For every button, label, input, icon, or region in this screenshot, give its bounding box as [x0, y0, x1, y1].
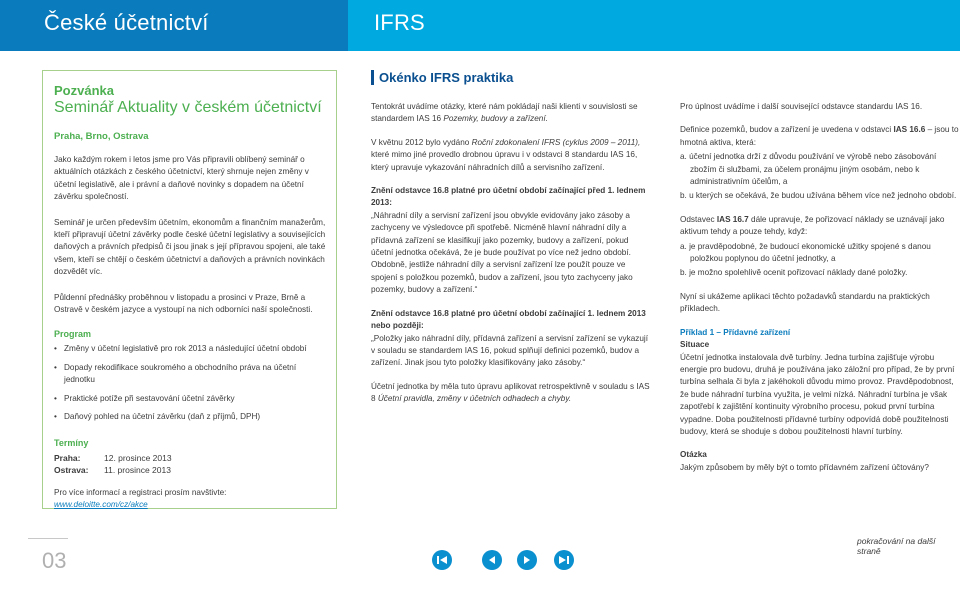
- may-text-a: V květnu 2012 bylo vydáno: [371, 137, 472, 147]
- p167-paragraph: [680, 214, 960, 239]
- p167-item: a. je pravděpodobné, že budoucí ekonomické užitky spojené s danou položkou poplynou do účetní jednotky, a: [680, 241, 931, 264]
- def-text-c: – jsou to hmotná aktiva, která:: [680, 125, 959, 147]
- program-item: • Dopady rekodifikace soukromého a obchodního práva na účetní jednotku: [54, 362, 326, 387]
- invitation-paragraph-1: Jako každým rokem i letos jsme pro Vás připravili oblíbený seminář o aktuálních otázkách z českého účetnictví, který shrnuje nejen změny v účetní legislativě, ale i právní a daňové novinky s dopadem na účetní závěrku společností.: [54, 155, 309, 202]
- header-left-title: České účetnictví: [44, 10, 209, 35]
- may-paragraph: [371, 137, 651, 174]
- def-reference: IAS 16.6: [893, 125, 926, 135]
- after-text: „Položky jako náhradní díly, přídavná zařízení a servisní zařízení se vykazují v souladu se standardem IAS 16, pokud splňují definici pozemků, budov a zařízení. Jinak jsou tyto položky klasifikovány jako zásoby.“: [371, 333, 648, 368]
- p167-item: b. je možno spolehlivě ocenit pořizovací náklady dané položky.: [680, 268, 908, 278]
- header-left-banner: [0, 0, 348, 51]
- def-text-a: Definice pozemků, budov a zařízení je uvedena v odstavci: [680, 125, 894, 135]
- retro-text: Účetní jednotka by měla tuto úpravu aplikovat retrospektivně v souladu s IAS 8: [371, 381, 650, 404]
- invitation-subtitle: Seminář Aktuality v českém účetnictví: [54, 99, 322, 116]
- header-right-title: IFRS: [374, 10, 425, 35]
- ifrs-column-2: [680, 101, 960, 485]
- may-text-c: které mimo jiné provedlo drobnou úpravu i v odstavci 8 standardu IAS 16, který upravuje vykazování náhradních dílů a servisního zařízení.: [371, 150, 638, 172]
- arrow-right-icon: [521, 554, 533, 566]
- program-item: • Praktické potíže při sestavování účetní závěrky: [54, 393, 326, 405]
- first-page-button[interactable]: [432, 550, 452, 570]
- page-number: 03: [42, 548, 67, 573]
- okenko-heading: [371, 70, 513, 85]
- term-date: 12. prosince 2013: [104, 452, 172, 463]
- term-label: Praha:: [54, 452, 81, 463]
- invitation-paragraph-2: Seminář je určen především účetním, ekonomům a finančním manažerům, kteří připravují účetní závěrky podle české účetní legislativy a souvisejících daňových a právních předpisů či jsou jinak s její přípravou spojeni, ale také všem, kteří se chtějí o českém účetnictví a daňových a právních novinkách dozvědět víc.: [54, 217, 326, 277]
- terms-title: Termíny: [54, 437, 89, 448]
- intro-standard-name: Pozemky, budovy a zařízení.: [443, 114, 548, 124]
- question-text: Jakým způsobem by měly být o tomto přídavném zařízení účtovány?: [680, 462, 929, 472]
- arrow-left-icon: [486, 554, 498, 566]
- full-paragraph: Pro úplnost uvádíme i další související odstavce standardu IAS 16.: [680, 102, 923, 111]
- example-text: Účetní jednotka instalovala dvě turbíny. Jedna turbína zajišťuje výrobu energie pro budovu, druhá je používána jako záložní pro případ, že by první turbína selhala či byla z jakéhokoli důvodu mimo provoz. Pravděpodobnost, že bude náhradní turbína využita, je velmi nízká. Náhradní turbína je však zapotřebí k zajištění kontinuity výrobního procesu, pokud první turbína vypadne. Doba použitelnosti přídavné turbíny odpovídá době použitelnosti budovy, která se shoduje s dobou použitelnosti hlavní turbíny.: [680, 352, 955, 436]
- skip-forward-icon: [558, 554, 570, 566]
- change-title: Znění odstavce 16.8 platné pro účetní období začínající před 1. lednem 2013:: [371, 186, 646, 208]
- program-item: • Daňový pohled na účetní závěrku (daň z příjmů, DPH): [54, 411, 326, 423]
- p167-reference: IAS 16.7: [716, 214, 749, 224]
- example-title: Příklad 1 – Přídavné zařízení: [680, 327, 791, 337]
- retro-standard-name: Účetní pravidla, změny v účetních odhadech a chyby.: [377, 394, 572, 404]
- question-title: Otázka: [680, 450, 707, 460]
- p167-text-a: Odstavec: [680, 214, 717, 224]
- term-row: [54, 464, 326, 477]
- intro-text: Tentokrát uvádíme otázky, které nám pokládají naši klienti v souvislosti se standardem IAS 16: [371, 102, 638, 124]
- intro-paragraph: [371, 101, 651, 126]
- invitation-paragraph-3: Půldenní přednášky proběhnou v listopadu a prosinci v Praze, Brně a Ostravě v českém jazyce a vystoupí na nich odborníci naší společnosti.: [54, 292, 313, 315]
- program-list: [54, 343, 326, 423]
- may-text-b: Roční zdokonalení IFRS (cyklus 2009 – 2011),: [471, 137, 641, 147]
- okenko-title: Okénko IFRS praktika: [379, 70, 514, 85]
- header-right-banner: [348, 0, 960, 51]
- contact-text: Pro více informací a registraci prosím navštivte:: [54, 487, 227, 497]
- program-item: • Změny v účetní legislativě pro rok 2013 a následující účetní období: [54, 343, 326, 355]
- definition-item: a. účetní jednotka drží z důvodu používání ve výrobě nebo zásobování zbožím či službami, za účelem pronájmu jiným osobám, nebo k administrativním účelům, a: [680, 152, 937, 187]
- next-page-button[interactable]: [517, 550, 537, 570]
- change-text: „Náhradní díly a servisní zařízení jsou obvykle evidovány jako zásoby a zachyceny ve výsledovce při spotřebě. Nicméně hlavní náhradní díly a přídavná zařízení se klasifikují jako pozemky, budovy a zařízení, pokud účetní jednotka očekává, že je bude používat po více než jedno období. Obdobně, jestliže náhradní díly a servisní zařízení lze použít pouze ve spojení s položkou pozemků, budov a zařízení, jsou tyto zachyceny jako pozemky, budovy a zařízení.“: [371, 210, 633, 295]
- contact-link[interactable]: www.deloitte.com/cz/akce: [54, 499, 148, 509]
- definition-item: b. u kterých se očekává, že budou užívána během více než jednoho období.: [680, 191, 957, 201]
- term-label: Ostrava:: [54, 465, 89, 475]
- invitation-title: Pozvánka: [54, 83, 114, 98]
- invitation-cities: Praha, Brno, Ostrava: [54, 131, 149, 142]
- term-date: 11. prosince 2013: [104, 465, 171, 475]
- heading-accent-bar: [371, 70, 374, 85]
- page-number-line: [28, 538, 68, 539]
- last-page-button[interactable]: [554, 550, 574, 570]
- example-subtitle: Situace: [680, 340, 710, 350]
- show-paragraph: Nyní si ukážeme aplikaci těchto požadavků standardu na praktických příkladech.: [680, 291, 930, 314]
- continue-note: pokračování na další straně: [857, 536, 936, 556]
- previous-page-button[interactable]: [482, 550, 502, 570]
- p167-text-c: dále upravuje, že pořizovací náklady se uznávají jako aktivum tehdy a pouze tehdy, když:: [680, 214, 945, 237]
- skip-back-icon: [436, 554, 448, 566]
- ifrs-column-1: [371, 101, 651, 417]
- after-title: Znění odstavce 16.8 platné pro účetní období začínající 1. lednem 2013 nebo později:: [371, 308, 646, 331]
- definition-paragraph: [680, 124, 960, 149]
- program-title: Program: [54, 329, 92, 340]
- term-row: [54, 452, 326, 465]
- invitation-box: [42, 70, 337, 509]
- retro-paragraph: [371, 381, 651, 406]
